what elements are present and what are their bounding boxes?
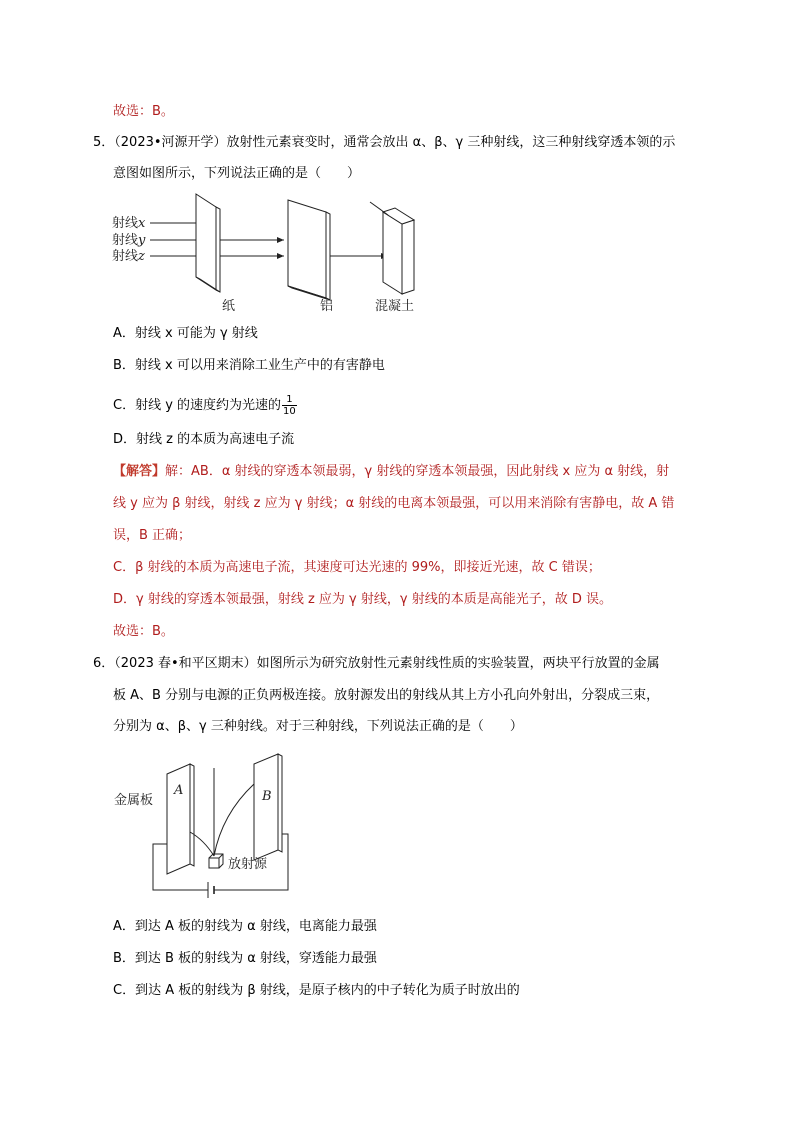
ray-label-z: 射线z xyxy=(112,249,145,264)
q6-apparatus-figure xyxy=(110,752,300,900)
solution-tag: 【解答】 xyxy=(113,464,166,479)
ray-label-x: 射线x xyxy=(112,216,146,231)
label-source: 放射源 xyxy=(228,857,268,872)
label-metal-plate: 金属板 xyxy=(114,793,154,808)
q5-source: （2023•河源开学） xyxy=(114,135,227,150)
plate-b-label: B xyxy=(262,789,272,804)
q5-option-c: C．射线 y 的速度约为光速的 $\frac{1}{10}$ xyxy=(113,394,296,417)
plate-a-label: A xyxy=(174,783,184,798)
plate-b xyxy=(254,754,278,860)
ray-label-y: 射线y xyxy=(112,233,146,248)
q5-solution-line1: 【解答】解：AB．α 射线的穿透本领最弱，γ 射线的穿透本领最强，因此射线 x 应为 α 射线，射 xyxy=(113,464,670,479)
q5-stem-line1 xyxy=(93,133,675,153)
q6-stem-line2: 板 A、B 分别与电源的正负两极连接。放射源发出的射线从其上方小孔向外射出，分裂成三束， xyxy=(113,688,660,703)
aluminum-plate xyxy=(288,200,326,298)
q6-number: 6． xyxy=(93,656,115,671)
q6-stem-line1: 6．（2023 春•和平区期末）如图所示为研究放射性元素射线性质的实验装置，两块平行放置的金属 xyxy=(93,656,660,671)
paper-plate xyxy=(196,194,216,290)
concrete-block xyxy=(383,212,402,294)
q6-option-b: B．到达 B 板的射线为 α 射线，穿透能力最强 xyxy=(113,951,377,966)
label-paper: 纸 xyxy=(222,299,236,314)
q5-solution-line2: 线 y 应为 β 射线，射线 z 应为 γ 射线；α 射线的电离本领最强，可以用来消除有害静电，故 A 错 xyxy=(113,496,675,511)
beam-to-b xyxy=(214,784,254,856)
q6-source: （2023 春•和平区期末） xyxy=(114,656,257,671)
q5-penetration-figure xyxy=(108,190,438,316)
label-aluminum: 铝 xyxy=(320,299,334,314)
q5-solution-line4: C．β 射线的本质为高速电子流，其速度可达光速的 99%，即接近光速，故 C 错误； xyxy=(113,560,601,575)
q5-answer: 故选：B。 xyxy=(113,624,174,639)
q5-option-d: D．射线 z 的本质为高速电子流 xyxy=(113,432,295,447)
q5-number: 5． xyxy=(93,135,115,150)
q5-solution-line3: 误，B 正确； xyxy=(113,528,192,543)
q5-stem-line2: 意图如图所示，下列说法正确的是（ ） xyxy=(113,166,361,181)
q5-stem-text: 放射性元素衰变时，通常会放出 α、β、γ 三种射线，这三种射线穿透本领的示 xyxy=(226,135,676,150)
q6-option-a: A．到达 A 板的射线为 α 射线，电离能力最强 xyxy=(113,919,377,934)
q5-option-b: B．射线 x 可以用来消除工业生产中的有害静电 xyxy=(113,358,385,373)
radioactive-source xyxy=(209,858,219,868)
q6-stem-line3: 分别为 α、β、γ 三种射线。对于三种射线，下列说法正确的是（ ） xyxy=(113,719,523,734)
q6-option-c: C．到达 A 板的射线为 β 射线，是原子核内的中子转化为质子时放出的 xyxy=(113,983,520,998)
prev-answer: 故选：B。 xyxy=(113,104,174,119)
q5-solution-line5: D．γ 射线的穿透本领最强，射线 z 应为 γ 射线，γ 射线的本质是高能光子，故 D 误。 xyxy=(113,592,612,607)
label-concrete: 混凝土 xyxy=(375,299,415,314)
fraction-one-tenth: $\frac{1}{10}$ xyxy=(283,394,296,417)
q5-option-a: A．射线 x 可能为 γ 射线 xyxy=(113,326,258,341)
plate-a xyxy=(167,764,190,874)
